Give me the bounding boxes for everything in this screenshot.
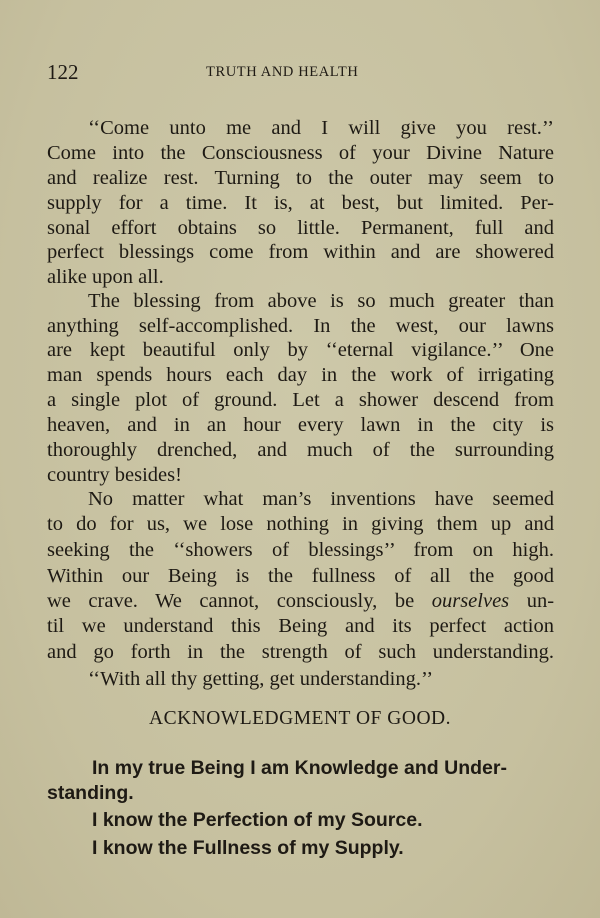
body-line: are kept beautiful only by ‘‘eternal vigilance.’’ One	[47, 339, 554, 361]
body-line: til we understand this Being and its perfect action	[47, 615, 554, 637]
body-line: seeking the ‘‘showers of blessings’’ from on high.	[47, 539, 554, 561]
body-line	[47, 589, 554, 613]
body-line: The blessing from above is so much greater than	[88, 290, 554, 312]
page-number: 122	[47, 60, 79, 84]
affirmation-line: I know the Fullness of my Supply.	[92, 837, 404, 859]
body-line: sonal effort obtains so little. Permanent, full and	[47, 217, 554, 239]
running-title: TRUTH AND HEALTH	[206, 64, 359, 80]
body-line: a single plot of ground. Let a shower descend from	[47, 389, 554, 411]
body-line-text: we crave. We cannot, consciously, be	[47, 590, 415, 612]
body-line: supply for a time. It is, at best, but limited. Per-	[47, 192, 554, 214]
body-line: No matter what man’s inventions have seemed	[88, 488, 554, 510]
affirmation-line: In my true Being I am Knowledge and Under-	[92, 757, 507, 779]
body-line: anything self-accomplished. In the west, our lawns	[47, 315, 554, 337]
body-line: to do for us, we lose nothing in giving them up and	[47, 513, 554, 535]
body-line: ‘‘Come unto me and I will give you rest.’’	[88, 117, 554, 139]
body-line: ‘‘With all thy getting, get understanding.’’	[88, 668, 434, 690]
affirmation-line: I know the Perfection of my Source.	[92, 809, 423, 831]
body-line: heaven, and in an hour every lawn in the city is	[47, 414, 554, 436]
body-line: perfect blessings come from within and are showered	[47, 241, 554, 263]
body-line: thoroughly drenched, and much of the surrounding	[47, 439, 554, 461]
body-line: Within our Being is the fullness of all the good	[47, 565, 554, 587]
body-line: country besides!	[47, 464, 182, 486]
affirmation-line: standing.	[47, 782, 134, 804]
body-line: and realize rest. Turning to the outer may seem to	[47, 167, 554, 189]
body-line: man spends hours each day in the work of irrigating	[47, 364, 554, 386]
body-line: alike upon all.	[47, 266, 164, 288]
body-line-text: un-	[526, 590, 555, 612]
body-line: and go forth in the strength of such understanding.	[47, 641, 554, 663]
italic-word: ourselves	[431, 590, 510, 612]
section-heading: ACKNOWLEDGMENT OF GOOD.	[148, 708, 451, 729]
body-line: Come into the Consciousness of your Divine Nature	[47, 142, 554, 164]
